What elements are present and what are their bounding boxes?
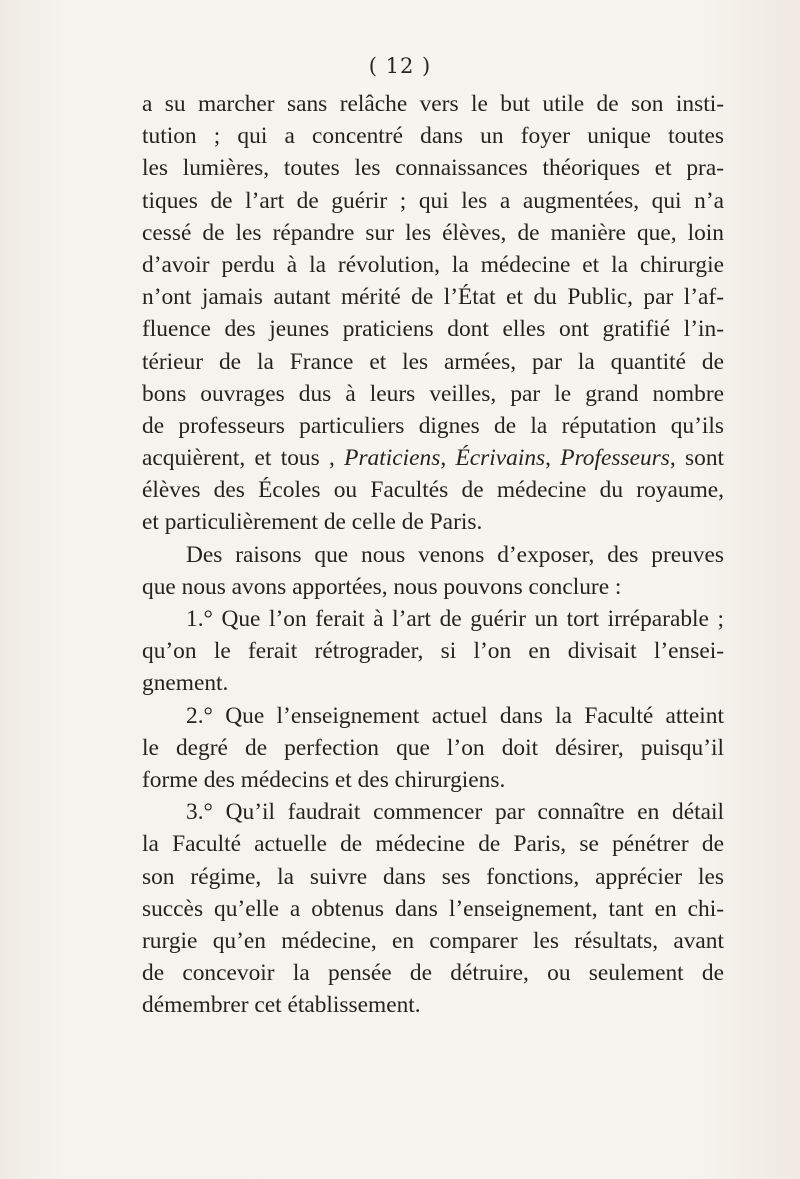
text-line: succès qu’elle a obtenus dans l’enseignement, tant en chi- <box>142 895 724 922</box>
text-line: n’ont jamais autant mérité de l’État et du Public, par l’af- <box>142 284 724 311</box>
text-line: 2.° Que l’enseignement actuel dans la Faculté atteint <box>186 702 724 729</box>
body-text <box>142 88 724 1021</box>
text-line: Des raisons que nous venons d’exposer, des preuves <box>186 541 724 568</box>
text-line: cessé de les répandre sur les élèves, de manière que, loin <box>142 219 724 246</box>
text-line: le degré de perfection que l’on doit désirer, puisqu’il <box>142 734 724 761</box>
text-line: qu’on le ferait rétrograder, si l’on en divisait l’ensei- <box>142 638 724 665</box>
text-line: les lumières, toutes les connaissances théoriques et pra- <box>142 155 724 182</box>
text-line: bons ouvrages dus à leurs veilles, par le grand nombre <box>142 380 724 407</box>
line-prefix: acquièrent, et tous , <box>142 445 345 472</box>
text-line: son régime, la suivre dans ses fonctions, apprécier les <box>142 863 724 890</box>
text-line: de concevoir la pensée de détruire, ou seulement de <box>142 960 724 987</box>
text-line-italic-terms: acquièrent, et tous , Praticiens, Écrivains, Professeurs, sont <box>142 445 725 472</box>
text-line: que nous avons apportées, nous pouvons conclure : <box>142 573 622 600</box>
text-line: térieur de la France et les armées, par la quantité de <box>142 348 724 375</box>
text-line: 1.° Que l’on ferait à l’art de guérir un tort irréparable ; <box>186 606 724 632</box>
text-line: et particulièrement de celle de Paris. <box>142 509 483 536</box>
text-line: élèves des Écoles ou Facultés de médecine du royaume, <box>142 477 724 504</box>
line-suffix: sont <box>675 445 725 472</box>
text-line: gnement. <box>142 670 229 697</box>
text-line: 3.° Qu’il faudrait commencer par connaître en détail <box>186 799 724 826</box>
text-line: la Faculté actuelle de médecine de Paris, se pénétrer de <box>142 831 724 858</box>
text-line: tution ; qui a concentré dans un foyer unique toutes <box>142 123 724 150</box>
text-line: forme des médecins et des chirurgiens. <box>142 766 506 793</box>
text-line: démembrer cet établissement. <box>142 992 421 1019</box>
text-line: tiques de l’art de guérir ; qui les a augmentées, qui n’a <box>142 187 724 214</box>
italic-term: Praticiens <box>344 445 441 472</box>
text-line: fluence des jeunes praticiens dont elles ont gratifié l’in- <box>142 316 724 343</box>
page-number: ( 12 ) <box>368 54 432 78</box>
italic-term: Professeurs <box>560 445 670 472</box>
text-line: de professeurs particuliers dignes de la réputation qu’ils <box>142 412 724 439</box>
text-line: a su marcher sans relâche vers le but utile de son insti- <box>142 91 724 117</box>
italic-term: Écrivains <box>455 445 546 472</box>
text-line: rurgie qu’en médecine, en comparer les résultats, avant <box>142 927 724 954</box>
text-line: d’avoir perdu à la révolution, la médecine et la chirurgie <box>142 251 724 278</box>
